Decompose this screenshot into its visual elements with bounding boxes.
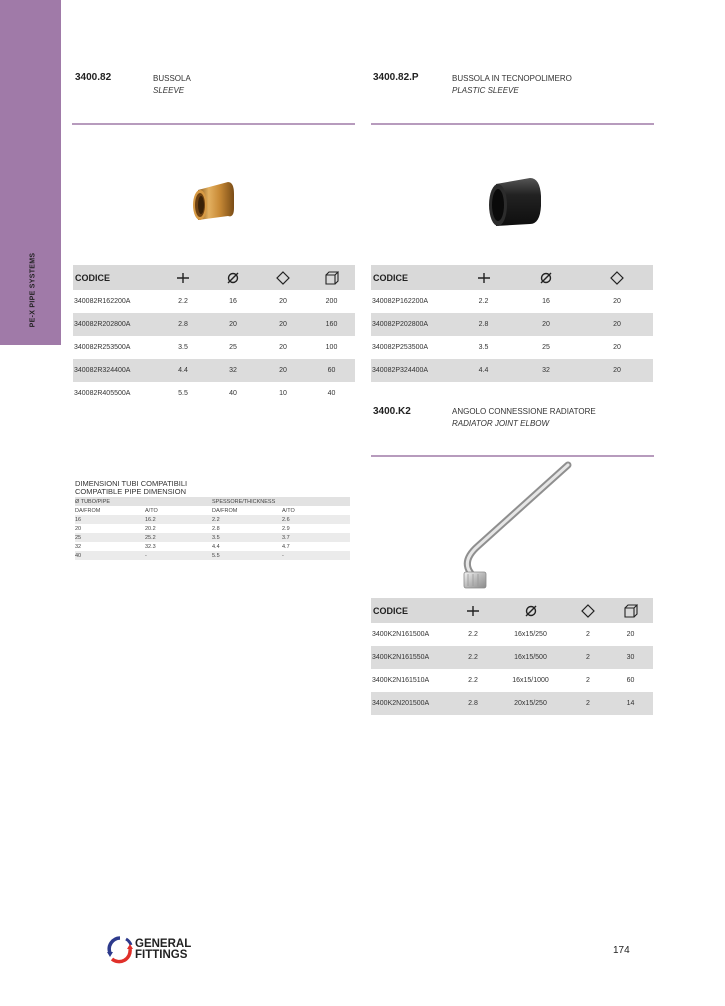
table-cell: 2.9 bbox=[282, 525, 290, 532]
table-cell: 2 bbox=[586, 677, 590, 684]
table-row bbox=[371, 359, 653, 382]
table-cell: 25 bbox=[542, 344, 550, 351]
table-cell: 20 bbox=[258, 313, 308, 336]
table-cell: 60 bbox=[308, 359, 355, 382]
spec-table-sleeve bbox=[73, 265, 355, 405]
table-row bbox=[371, 313, 653, 336]
brand-line1: GENERAL bbox=[135, 938, 192, 950]
column-header-code: CODICE bbox=[371, 265, 456, 290]
table-cell: 3400K2N161550A bbox=[371, 646, 453, 669]
box-icon bbox=[308, 265, 355, 290]
table-cell: 2.2 bbox=[453, 646, 493, 669]
compat-title-en: COMPATIBLE PIPE DIMENSION bbox=[75, 487, 186, 496]
product-code-radiator-elbow: 3400.K2 bbox=[373, 406, 411, 417]
table-cell: 2.8 bbox=[212, 525, 220, 532]
product-name-plastic-sleeve bbox=[452, 73, 572, 97]
product-name-radiator-elbow bbox=[452, 406, 596, 430]
table-cell: 20 bbox=[626, 631, 635, 638]
table-cell: 340082R324400A bbox=[73, 359, 158, 382]
table-cell: - bbox=[282, 551, 350, 560]
table-cell bbox=[145, 497, 212, 506]
table-cell: 25.2 bbox=[145, 533, 212, 542]
table-cell: 2.8 bbox=[453, 692, 493, 715]
table-cell: 30 bbox=[608, 646, 653, 669]
compat-table bbox=[75, 497, 350, 560]
table-cell: 340082P324400A bbox=[371, 359, 456, 382]
table-cell: 2.8 bbox=[456, 313, 511, 336]
table-cell: 3.7 bbox=[282, 533, 350, 542]
page-number: 174 bbox=[613, 945, 630, 956]
table-cell: 340082R202800A bbox=[73, 313, 158, 336]
table-cell: 4.7 bbox=[282, 543, 290, 550]
table-cell: 3400K2N201500A bbox=[371, 692, 453, 715]
table-cell: 340082P202800A bbox=[371, 313, 456, 336]
box-icon bbox=[608, 598, 653, 623]
table-cell: 340082R405500A bbox=[74, 390, 131, 397]
package-icon bbox=[258, 265, 308, 290]
spec-table-plastic-sleeve bbox=[371, 265, 653, 382]
table-row bbox=[371, 646, 653, 669]
table-cell: 40 bbox=[229, 390, 237, 397]
table-cell: 32 bbox=[511, 359, 581, 382]
table-row bbox=[73, 313, 355, 336]
table-row bbox=[75, 542, 350, 551]
table-cell: 20 bbox=[279, 298, 287, 305]
thickness-icon bbox=[453, 598, 493, 623]
table-header-row bbox=[371, 265, 653, 290]
table-cell: 2.6 bbox=[282, 515, 350, 524]
sidebar-band bbox=[0, 0, 61, 345]
sidebar-label: PE-X PIPE SYSTEMS bbox=[29, 252, 37, 328]
table-cell: A/TO bbox=[282, 507, 295, 514]
table-cell: 16 bbox=[229, 298, 237, 305]
column-header-code: CODICE bbox=[371, 598, 453, 623]
product-name-sleeve bbox=[153, 73, 191, 97]
table-row bbox=[73, 382, 355, 405]
table-row bbox=[73, 290, 355, 313]
table-cell: - bbox=[145, 551, 212, 560]
diameter-icon bbox=[208, 265, 258, 290]
table-cell: 2.2 bbox=[468, 677, 478, 684]
brand-logo-icon bbox=[106, 935, 134, 965]
package-icon bbox=[581, 265, 653, 290]
table-cell: 5.5 bbox=[178, 390, 188, 397]
diameter-icon bbox=[493, 598, 568, 623]
product-name-it: BUSSOLA IN TECNOPOLIMERO bbox=[452, 74, 572, 83]
table-cell: 40 bbox=[75, 551, 145, 560]
table-cell: 25 bbox=[229, 344, 237, 351]
table-cell: 40 bbox=[327, 390, 336, 397]
table-cell: 20.2 bbox=[145, 525, 156, 532]
diameter-icon bbox=[511, 265, 581, 290]
table-cell: 2.2 bbox=[478, 298, 489, 305]
table-cell: DA/FROM bbox=[212, 507, 238, 514]
table-cell: 3.5 bbox=[178, 344, 188, 351]
table-cell: 340082R253500A bbox=[74, 344, 131, 351]
brass-sleeve-image bbox=[190, 176, 238, 224]
product-name-it: BUSSOLA bbox=[153, 74, 191, 83]
table-row bbox=[371, 692, 653, 715]
compat-header-row bbox=[75, 497, 350, 506]
column-header-code: CODICE bbox=[73, 265, 158, 290]
divider-rule bbox=[371, 123, 654, 125]
table-cell: 16.2 bbox=[145, 515, 212, 524]
package-icon bbox=[568, 598, 608, 623]
table-row bbox=[371, 290, 653, 313]
table-row bbox=[75, 551, 350, 560]
table-cell: 3.5 bbox=[212, 533, 282, 542]
table-row bbox=[371, 336, 653, 359]
table-cell bbox=[282, 497, 350, 506]
table-cell: 60 bbox=[626, 677, 635, 684]
table-cell: 200 bbox=[325, 298, 338, 305]
table-cell: 20 bbox=[511, 313, 581, 336]
radiator-elbow-image bbox=[440, 460, 575, 592]
table-cell: 100 bbox=[325, 344, 338, 351]
table-cell: 20 bbox=[613, 298, 621, 305]
table-cell: 4.4 bbox=[456, 359, 511, 382]
table-header-row bbox=[73, 265, 355, 290]
table-row bbox=[73, 359, 355, 382]
table-cell: 2.8 bbox=[158, 313, 208, 336]
product-name-en: PLASTIC SLEEVE bbox=[452, 86, 519, 95]
thickness-icon bbox=[456, 265, 511, 290]
table-cell: 16 bbox=[75, 515, 145, 524]
table-row bbox=[371, 669, 653, 692]
table-cell: 20 bbox=[613, 344, 621, 351]
table-cell: 4.4 bbox=[212, 543, 220, 550]
compat-subheader-row bbox=[75, 506, 350, 515]
product-name-en: RADIATOR JOINT ELBOW bbox=[452, 419, 550, 428]
table-cell: 2 bbox=[568, 646, 608, 669]
table-cell: 20 bbox=[75, 525, 82, 532]
product-code-plastic-sleeve: 3400.82.P bbox=[373, 72, 419, 83]
table-cell: 20 bbox=[208, 313, 258, 336]
table-cell: 340082P162200A bbox=[372, 298, 429, 305]
divider-rule bbox=[72, 123, 355, 125]
table-cell: SPESSORE/THICKNESS bbox=[212, 497, 282, 506]
table-cell: 32 bbox=[75, 543, 82, 550]
table-cell: 16 bbox=[542, 298, 550, 305]
product-name-it: ANGOLO CONNESSIONE RADIATORE bbox=[452, 407, 596, 416]
table-cell: 3.5 bbox=[478, 344, 489, 351]
product-code-sleeve: 3400.82 bbox=[75, 72, 112, 83]
table-row bbox=[75, 515, 350, 524]
plastic-sleeve-image bbox=[486, 176, 544, 228]
product-name-en: SLEEVE bbox=[153, 86, 185, 95]
table-cell: DA/FROM bbox=[75, 507, 101, 514]
table-cell: 4.4 bbox=[158, 359, 208, 382]
table-cell: 10 bbox=[279, 390, 287, 397]
table-cell: Ø TUBO/PIPE bbox=[75, 497, 145, 506]
table-cell: A/TO bbox=[145, 507, 158, 514]
table-row bbox=[371, 623, 653, 646]
table-cell: 2 bbox=[568, 692, 608, 715]
divider-rule bbox=[371, 455, 654, 457]
table-cell: 3400K2N161510A bbox=[372, 677, 430, 684]
table-cell: 20 bbox=[581, 359, 653, 382]
brand-line2: FITTINGS bbox=[135, 949, 188, 961]
thickness-icon bbox=[158, 265, 208, 290]
table-header-row bbox=[371, 598, 653, 623]
brand-wordmark bbox=[135, 939, 191, 961]
table-cell: 5.5 bbox=[212, 551, 282, 560]
compat-title-it: DIMENSIONI TUBI COMPATIBILI bbox=[75, 479, 188, 488]
table-cell: 3400K2N161500A bbox=[372, 631, 430, 638]
table-cell: 340082R162200A bbox=[74, 298, 131, 305]
table-cell: 20 bbox=[581, 313, 653, 336]
table-cell: 32 bbox=[208, 359, 258, 382]
table-cell: 14 bbox=[608, 692, 653, 715]
table-cell: 16x15/500 bbox=[493, 646, 568, 669]
table-cell: 16x15/250 bbox=[514, 631, 547, 638]
table-cell: 2 bbox=[586, 631, 590, 638]
table-cell: 20 bbox=[279, 344, 287, 351]
compatible-pipe-dimensions bbox=[75, 480, 350, 560]
table-cell: 340082P253500A bbox=[372, 344, 429, 351]
table-row bbox=[73, 336, 355, 359]
table-cell: 16x15/1000 bbox=[512, 677, 549, 684]
table-cell: 2.2 bbox=[468, 631, 478, 638]
table-cell: 160 bbox=[308, 313, 355, 336]
table-cell: 20 bbox=[258, 359, 308, 382]
table-row bbox=[75, 533, 350, 542]
table-cell: 20x15/250 bbox=[493, 692, 568, 715]
table-cell: 2.2 bbox=[212, 515, 282, 524]
table-cell: 25 bbox=[75, 533, 145, 542]
spec-table-radiator-elbow bbox=[371, 598, 653, 715]
table-row bbox=[75, 524, 350, 533]
table-cell: 32.3 bbox=[145, 543, 156, 550]
table-cell: 2.2 bbox=[178, 298, 188, 305]
